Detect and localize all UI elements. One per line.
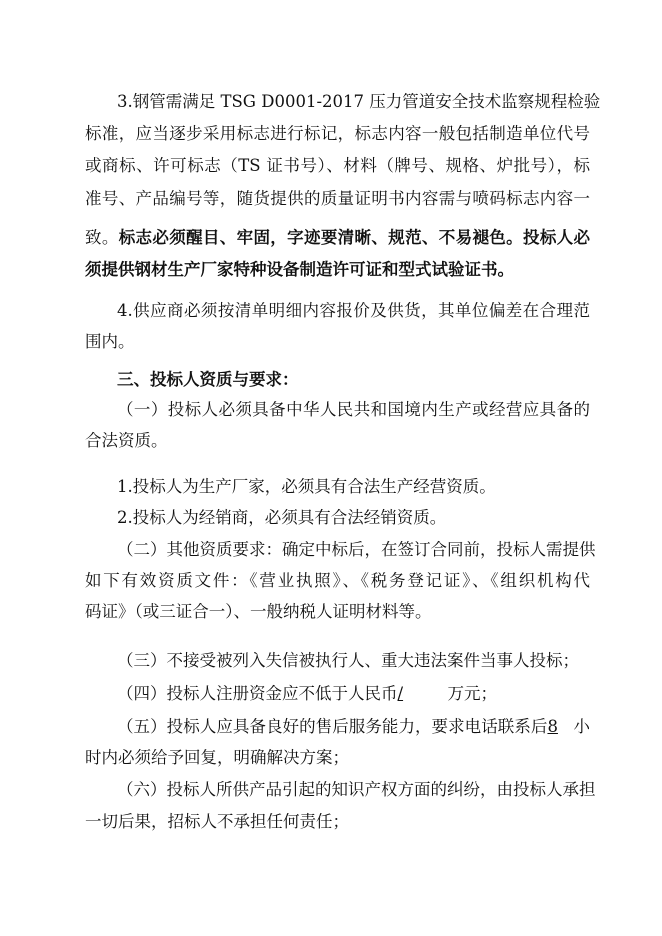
para-3-line: 标准，应当逐步采用标志进行标记，标志内容一般包括制造单位代号: [85, 124, 590, 143]
para-3-line: [85, 227, 590, 249]
para-line: （六）投标人所供产品引起的知识产权方面的纠纷，由投标人承担: [117, 780, 596, 799]
bold-text: 标志必须醒目、牢固，字迹要清晰、规范、不易褪色。投标人必: [118, 228, 591, 247]
para-line: 一切后果，招标人不承担任何责任；: [85, 812, 349, 831]
para-line: 时内必须给予回复，明确解决方案；: [85, 748, 349, 767]
para-line: （二）其他资质要求：确定中标后，在签订合同前，投标人需提供: [117, 540, 596, 559]
text: 万元；: [447, 684, 497, 703]
para-line: [117, 683, 590, 705]
filled-blank: 8: [547, 717, 558, 736]
para-line: （三）不接受被列入失信被执行人、重大违法案件当事人投标；: [117, 651, 579, 670]
para-line: 1.投标人为生产厂家，必须具有合法生产经营资质。: [117, 477, 496, 496]
text: （四）投标人注册资金应不低于人民币: [117, 684, 398, 703]
para-4-line: 围内。: [85, 332, 135, 351]
para-4-line: 4.供应商必须按清单明细内容报价及供货，其单位偏差在合理范: [117, 301, 590, 320]
section-heading: 三、投标人资质与要求：: [117, 370, 299, 389]
text: 致。: [85, 228, 119, 247]
para-line: 合法资质。: [85, 431, 168, 450]
para-line: （一）投标人必须具备中华人民共和国境内生产或经营应具备的: [117, 400, 590, 419]
text: 小: [573, 717, 591, 736]
para-3-line: 准号、产品编号等，随货提供的质量证明书内容需与喷码标志内容一: [85, 189, 590, 208]
para-line: 码证》（或三证合一）、一般纳税人证明材料等。: [85, 602, 432, 621]
para-3-line: 或商标、许可标志（TS 证书号）、材料（牌号、规格、炉批号），标: [85, 156, 590, 175]
para-line: 2.投标人为经销商，必须具有合法经销资质。: [117, 508, 447, 527]
para-line: 如下有效资质文件：《营业执照》、《税务登记证》、《组织机构代: [85, 571, 590, 590]
para-3-line-bold: 须提供钢材生产厂家特种设备制造许可证和型式试验证书。: [85, 260, 514, 279]
text: （五）投标人应具备良好的售后服务能力，要求电话联系后: [117, 717, 548, 736]
para-line: [117, 716, 590, 738]
filled-blank: /: [397, 684, 404, 703]
para-3-line: 3.钢管需满足 TSG D0001-2017 压力管道安全技术监察规程检验: [117, 92, 601, 111]
